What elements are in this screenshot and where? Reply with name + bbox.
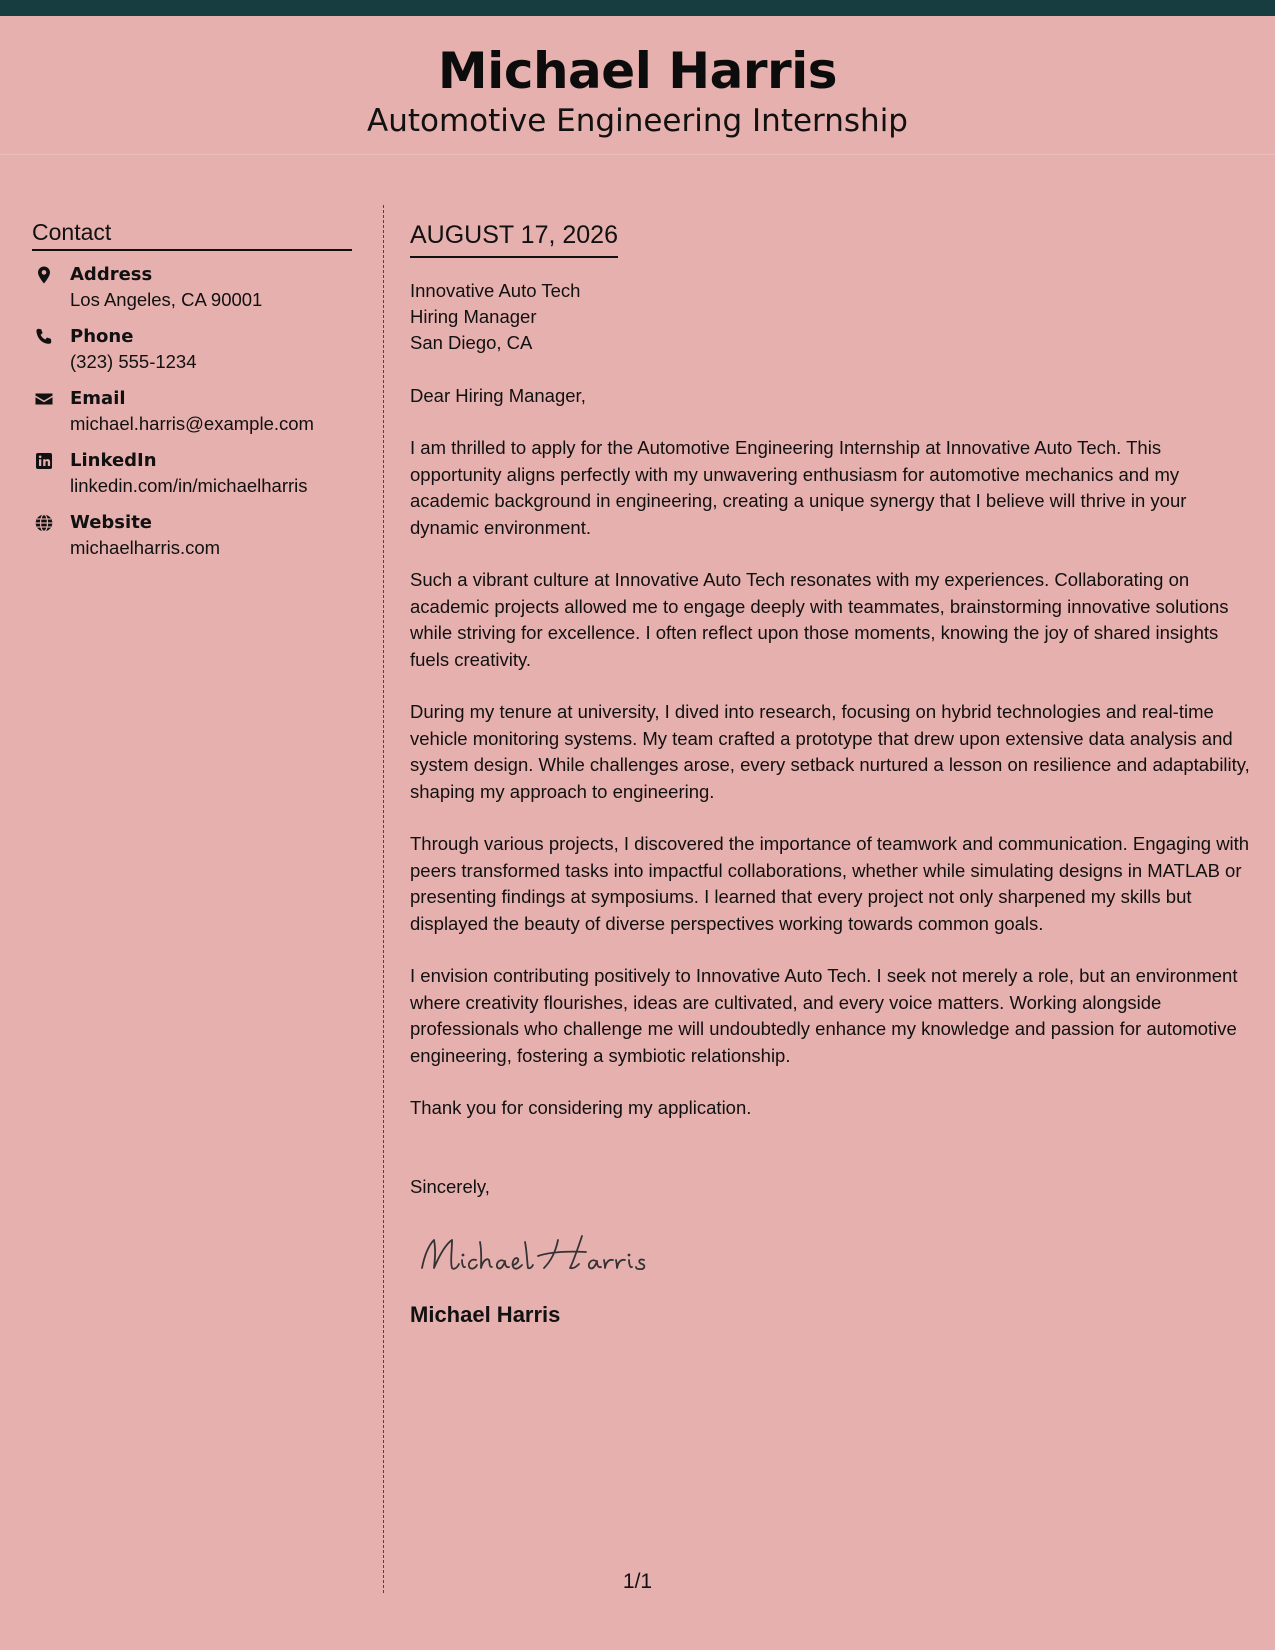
contact-label: Website <box>70 512 153 534</box>
contact-phone <box>32 325 352 374</box>
handwritten-signature <box>410 1224 1255 1284</box>
contact-label: Phone <box>70 326 134 348</box>
address-value: Los Angeles, CA 90001 <box>70 289 263 311</box>
linkedin-icon <box>32 449 70 498</box>
greeting: Dear Hiring Manager, <box>410 384 586 406</box>
body-paragraph: Such a vibrant culture at Innovative Auto Tech resonates with my experiences. Collaborating on academic projects allowed me to engage deeply with teammates, brainstorming innovative solutions while striving for excellence. I often reflect upon those moments, knowing the joy of shared insights fuels creativity. <box>410 569 1229 670</box>
recipient-location: San Diego, CA <box>410 331 533 353</box>
contact-email <box>32 387 352 436</box>
contact-heading: Contact <box>32 220 352 251</box>
contact-label: LinkedIn <box>70 450 157 472</box>
email-value: michael.harris@example.com <box>70 413 314 435</box>
letter-date: AUGUST 17, 2026 <box>410 222 618 258</box>
map-pin-icon <box>32 263 70 312</box>
signed-name: Michael Harris <box>410 1301 561 1327</box>
contact-label: Address <box>70 264 153 286</box>
header <box>0 16 1275 155</box>
body-paragraph: Through various projects, I discovered the importance of teamwork and communication. Engaging with peers transformed tasks into impactful collaborations, whether while simulating designs in MATLAB or presenting findings at symposiums. I learned that every project not only sharpened my skills but displayed the beauty of diverse perspectives working towards common goals. <box>410 833 1250 934</box>
thank-you-line: Thank you for considering my application. <box>410 1097 752 1118</box>
phone-icon <box>32 325 70 374</box>
body-paragraph: I am thrilled to apply for the Automotive Engineering Internship at Innovative Auto Tech. This opportunity aligns perfectly with my unwavering enthusiasm for automotive mechanics and my academic background in engineering, creating a unique synergy that I believe will thrive in your dynamic environment. <box>410 437 1187 538</box>
page-number: 1/1 <box>622 1570 653 1593</box>
position-title: Automotive Engineering Internship <box>367 103 908 139</box>
contact-sidebar <box>32 220 352 573</box>
recipient-block <box>410 278 1255 356</box>
contact-linkedin <box>32 449 352 498</box>
contact-label: Email <box>70 388 126 410</box>
contact-website <box>32 511 352 560</box>
body-paragraph: I envision contributing positively to Innovative Auto Tech. I seek not merely a role, but an environment where creativity flourishes, ideas are cultivated, and every voice matters. Working alongside professionals who challenge me will undoubtedly enhance my knowledge and passion for automotive engineering, fostering a symbiotic relationship. <box>410 965 1238 1066</box>
globe-icon <box>32 511 70 560</box>
website-value: michaelharris.com <box>70 537 221 559</box>
top-color-bar <box>0 0 1275 16</box>
phone-value: (323) 555-1234 <box>70 351 197 373</box>
recipient-title: Hiring Manager <box>410 305 537 327</box>
body-paragraph: During my tenure at university, I dived into research, focusing on hybrid technologies and real-time vehicle monitoring systems. My team crafted a prototype that drew upon extensive data analysis and system design. While challenges arose, every setback nurtured a lesson on resilience and adaptability, shaping my approach to engineering. <box>410 701 1250 802</box>
contact-address <box>32 263 352 312</box>
recipient-company: Innovative Auto Tech <box>410 279 581 301</box>
envelope-icon <box>32 387 70 436</box>
applicant-name: Michael Harris <box>437 42 838 100</box>
closing: Sincerely, <box>410 1175 490 1197</box>
letter-body <box>410 222 1255 1328</box>
linkedin-value: linkedin.com/in/michaelharris <box>70 475 308 497</box>
column-divider <box>383 205 384 1593</box>
